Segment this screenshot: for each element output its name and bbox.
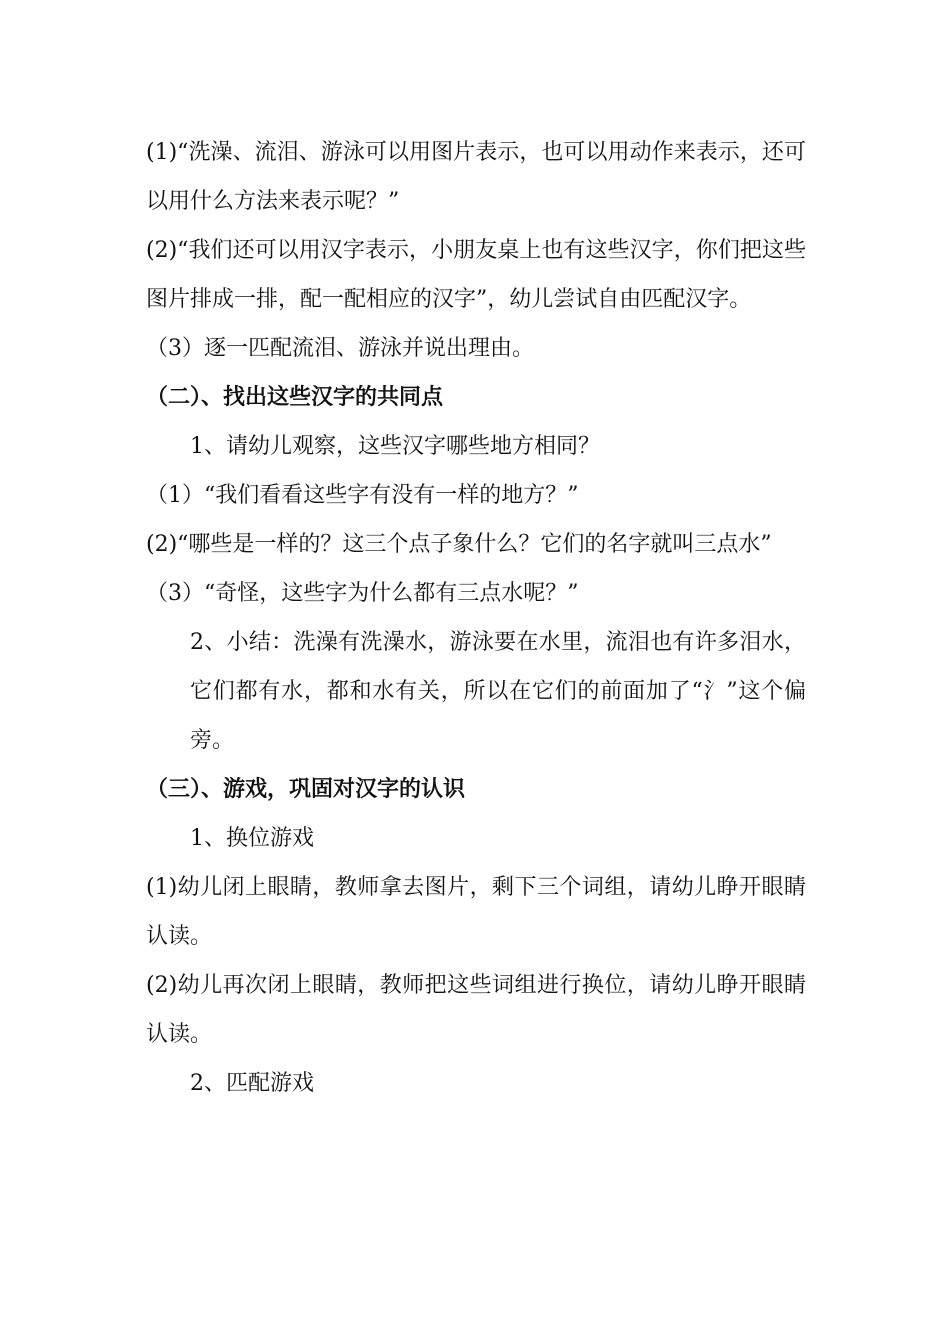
paragraph-swap-step-2: (2)幼儿再次闭上眼睛，教师把这些词组进行换位，请幼儿睁开眼睛认读。 [146,973,806,1047]
paragraph-match-game: 2、匹配游戏 [190,1071,314,1096]
paragraph-observe-q3: （3）“奇怪，这些字为什么都有三点水呢？” [146,581,579,606]
paragraph-question-3: （3）逐一匹配流泪、游泳并说出理由。 [146,336,534,361]
paragraph-summary: 2、小结：洗澡有洗澡水，游泳要在水里，流泪也有许多泪水，它们都有水，都和水有关，所以在它们的前面加了“氵”这个偏旁。 [190,630,806,753]
paragraph-swap-step-1: (1)幼儿闭上眼睛，教师拿去图片，剩下三个词组，请幼儿睁开眼睛认读。 [146,875,806,949]
paragraph-swap-game: 1、换位游戏 [190,826,314,851]
section-heading-3: （三）、游戏，巩固对汉字的认识 [146,776,466,802]
paragraph-question-2: (2)“我们还可以用汉字表示，小朋友桌上也有这些汉字，你们把这些图片排成一排，配一配相应的汉字”，幼儿尝试自由匹配汉字。 [146,238,806,312]
paragraph-question-1: (1)“洗澡、流泪、游泳可以用图片表示，也可以用动作来表示，还可以用什么方法来表示呢？” [146,140,806,214]
paragraph-observe: 1、请幼儿观察，这些汉字哪些地方相同？ [190,434,600,459]
document-body [146,128,806,1108]
paragraph-observe-q1: （1）“我们看看这些字有没有一样的地方？” [146,483,579,508]
paragraph-observe-q2: (2)“哪些是一样的？这三个点子象什么？它们的名字就叫三点水” [146,532,772,557]
section-heading-2: （二）、找出这些汉字的共同点 [146,384,444,410]
